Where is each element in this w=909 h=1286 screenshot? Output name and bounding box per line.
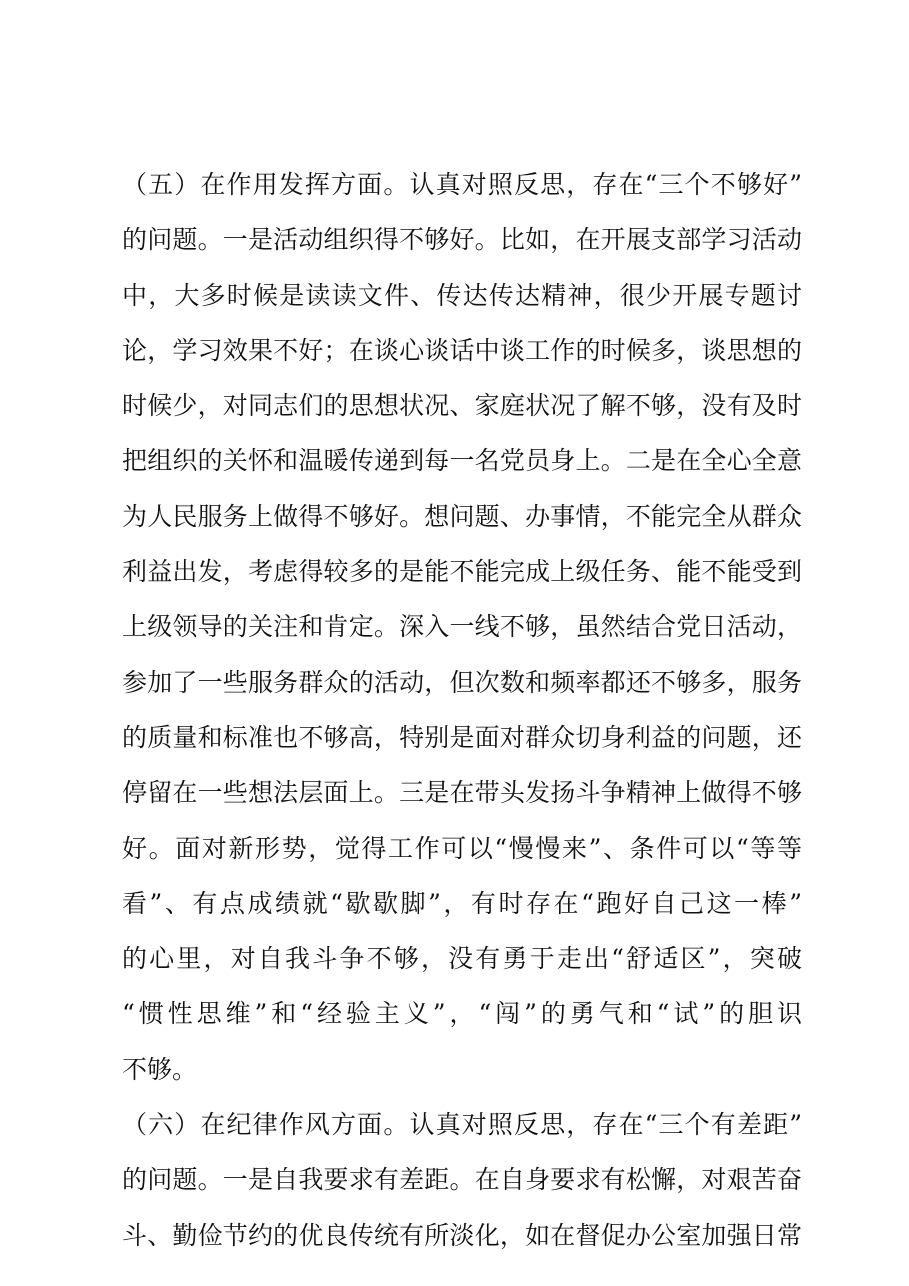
text-line: 上级领导的关注和肯定。深入一线不够，虽然结合党日活动， [122,612,802,642]
text-line: 的问题。一是自我要求有差距。在自身要求有松懈，对艰苦奋 [122,1165,802,1195]
text-line: 的问题。一是活动组织得不够好。比如，在开展支部学习活动 [122,225,802,255]
text-line: “惯性思维”和“经验主义”，“闯”的勇气和“试”的胆识 [122,999,802,1029]
text-line: 为人民服务上做得不够好。想问题、办事情，不能完全从群众 [122,501,802,531]
text-line: 参加了一些服务群众的活动，但次数和频率都还不够多，服务 [122,667,802,697]
text-line: 的心里，对自我斗争不够，没有勇于走出“舒适区”，突破 [122,944,802,974]
text-line: 时候少，对同志们的思想状况、家庭状况了解不够，没有及时 [122,391,802,421]
body-text [122,157,802,1263]
text-line: 不够。 [122,1054,198,1084]
text-line: 斗、勤俭节约的优良传统有所淡化，如在督促办公室加强日常 [122,1220,802,1250]
text-line: （五）在作用发挥方面。认真对照反思，存在“三个不够好” [122,170,802,199]
text-line: 的质量和标准也不够高，特别是面对群众切身利益的问题，还 [122,722,802,752]
text-line: 利益出发，考虑得较多的是能不能完成上级任务、能不能受到 [122,557,802,587]
text-line: 把组织的关怀和温暖传递到每一名党员身上。二是在全心全意 [122,446,802,476]
text-line: 看”、有点成绩就“歇歇脚”，有时存在“跑好自己这一棒” [122,888,802,918]
text-line: （六）在纪律作风方面。认真对照反思，存在“三个有差距” [122,1110,802,1140]
text-line: 中，大多时候是读读文件、传达传达精神，很少开展专题讨 [122,280,802,310]
text-line: 论，学习效果不好；在谈心谈话中谈工作的时候多，谈思想的 [122,335,802,365]
text-line: 停留在一些想法层面上。三是在带头发扬斗争精神上做得不够 [122,778,802,808]
text-line: 好。面对新形势，觉得工作可以“慢慢来”、条件可以“等等 [122,833,802,863]
